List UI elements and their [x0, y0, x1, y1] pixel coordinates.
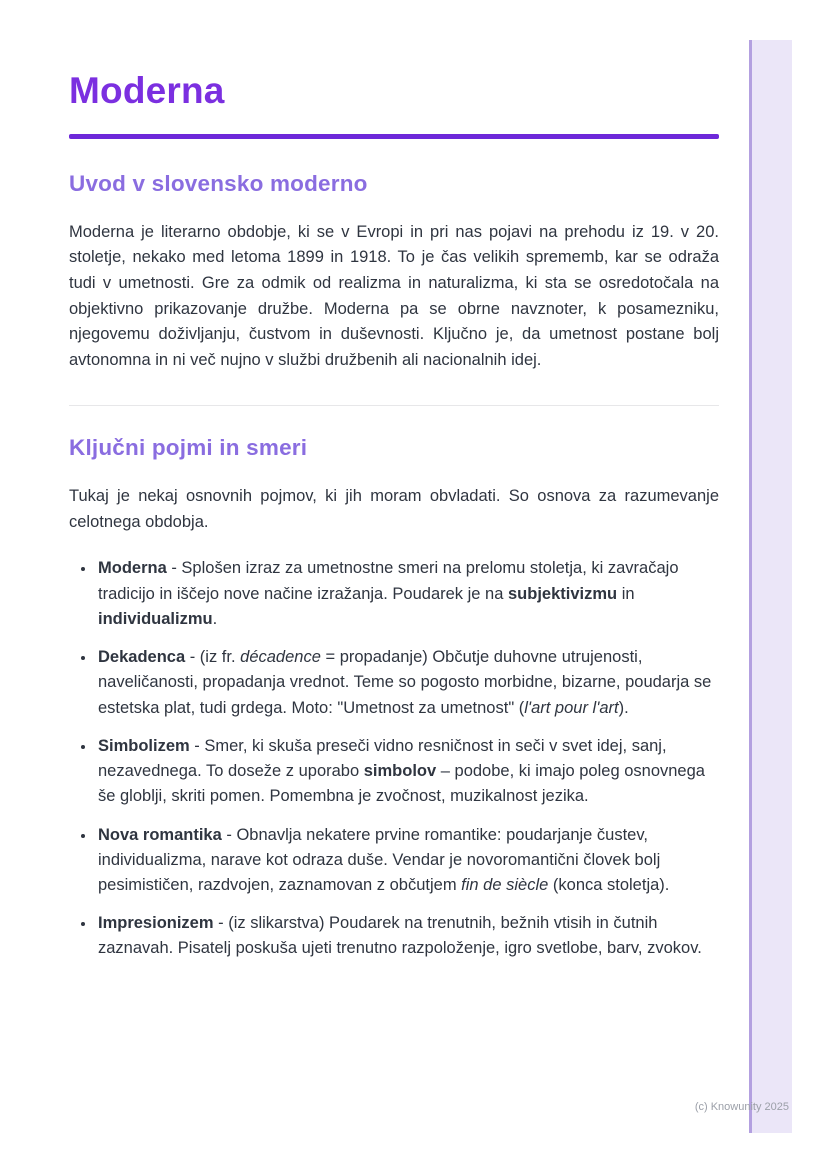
list-item-text-run: décadence [240, 648, 321, 667]
page-content [69, 0, 719, 975]
list-item-text-run: individualizmu [98, 609, 213, 628]
list-item-text-run: - Obnavlja nekatere prvine romantike: poudarjanje čustev, individualizma, narave kot odraza duše. Vendar je novoromantični človek bolj pesimističen, razdvojen, zaznamovan z občutjem [98, 825, 661, 894]
list-item-text-run: Impresionizem [98, 914, 214, 933]
list-item-text-run: - Splošen izraz za umetnostne smeri na prelomu stoletja, ki zavračajo tradicijo in iščejo nove načine izražanja. Poudarek je na [98, 559, 679, 603]
list-item-text-run: Dekadenca [98, 648, 186, 667]
list-item-text-run: Simbolizem [98, 736, 190, 755]
list-item-text-run: - (iz slikarstva) Poudarek na trenutnih, bežnih vtisih in čutnih zaznavah. Pisatelj poskuša ujeti trenutno razpoloženje, igro svetlobe, barv, zvokov. [98, 914, 702, 958]
list-item-text-run: – podobe, ki imajo poleg osnovnega še globlji, skriti pomen. Pomembna je zvočnost, muzikalnost jezika. [98, 762, 705, 806]
list-item [96, 645, 719, 721]
list-item [96, 556, 719, 632]
list-item-text-run: subjektivizmu [508, 584, 618, 603]
list-item-text-run: Nova romantika [98, 825, 222, 844]
list-item-text-run: (konca stoletja). [548, 876, 670, 894]
side-accent-band [749, 40, 792, 1133]
concepts-intro-paragraph: Tukaj je nekaj osnovnih pojmov, ki jih moram obvladati. So osnova za razumevanje celotnega obdobja. [69, 486, 719, 531]
title-underline [69, 134, 719, 139]
list-item-text-run: - Smer, ki skuša preseči vidno resničnost in seči v svet idej, sanj, nezavednega. To doseže z uporabo [98, 736, 667, 781]
list-item-text-run: in [617, 584, 635, 603]
intro-paragraph: Moderna je literarno obdobje, ki se v Evropi in pri nas pojavi na prehodu iz 19. v 20. stoletje, nekako med letoma 1899 in 1918. To je čas velikih sprememb, kar se odraža tudi v umetnosti. Gre za odmik od realizma in naturalizma, ki sta se osredotočala na objektivno prikazovanje družbe. Moderna pa se obrne navznoter, k posamezniku, njegovemu doživljanju, čustvom in duševnosti. Ključno je, da umetnost postane bolj avtonomna in ni več nujno v službi družbenih ali nacionalnih idej. [69, 222, 719, 370]
list-item-text-run: simbolov [363, 762, 437, 781]
section-heading-uvod: Uvod v slovensko moderno [69, 170, 368, 196]
footer-credit: (c) Knowunity 2025 [694, 1101, 789, 1113]
list-item [96, 823, 719, 899]
section-divider [69, 405, 719, 406]
list-item-text-run: = propadanje) Občutje duhovne utrujenosti, naveličanosti, propadanja vrednot. Teme so pogosto morbidne, bizarne, poudarja se estetska plat, tudi grdega. Moto: "Umetnost za umetnost" ( [98, 648, 712, 717]
list-item-text-run: fin de siècle [461, 876, 549, 894]
list-item-text-run: l'art pour l'art [524, 698, 619, 717]
concepts-list [69, 556, 719, 961]
list-item-text-run: - (iz fr. [185, 648, 241, 667]
list-item [96, 734, 719, 810]
list-item-text-run: . [212, 609, 218, 628]
section-heading-pojmi: Ključni pojmi in smeri [69, 434, 308, 460]
page-title: Moderna [69, 70, 225, 111]
list-item-text-run: Moderna [98, 559, 167, 578]
list-item [96, 911, 719, 961]
list-item-text-run: ). [618, 698, 629, 717]
